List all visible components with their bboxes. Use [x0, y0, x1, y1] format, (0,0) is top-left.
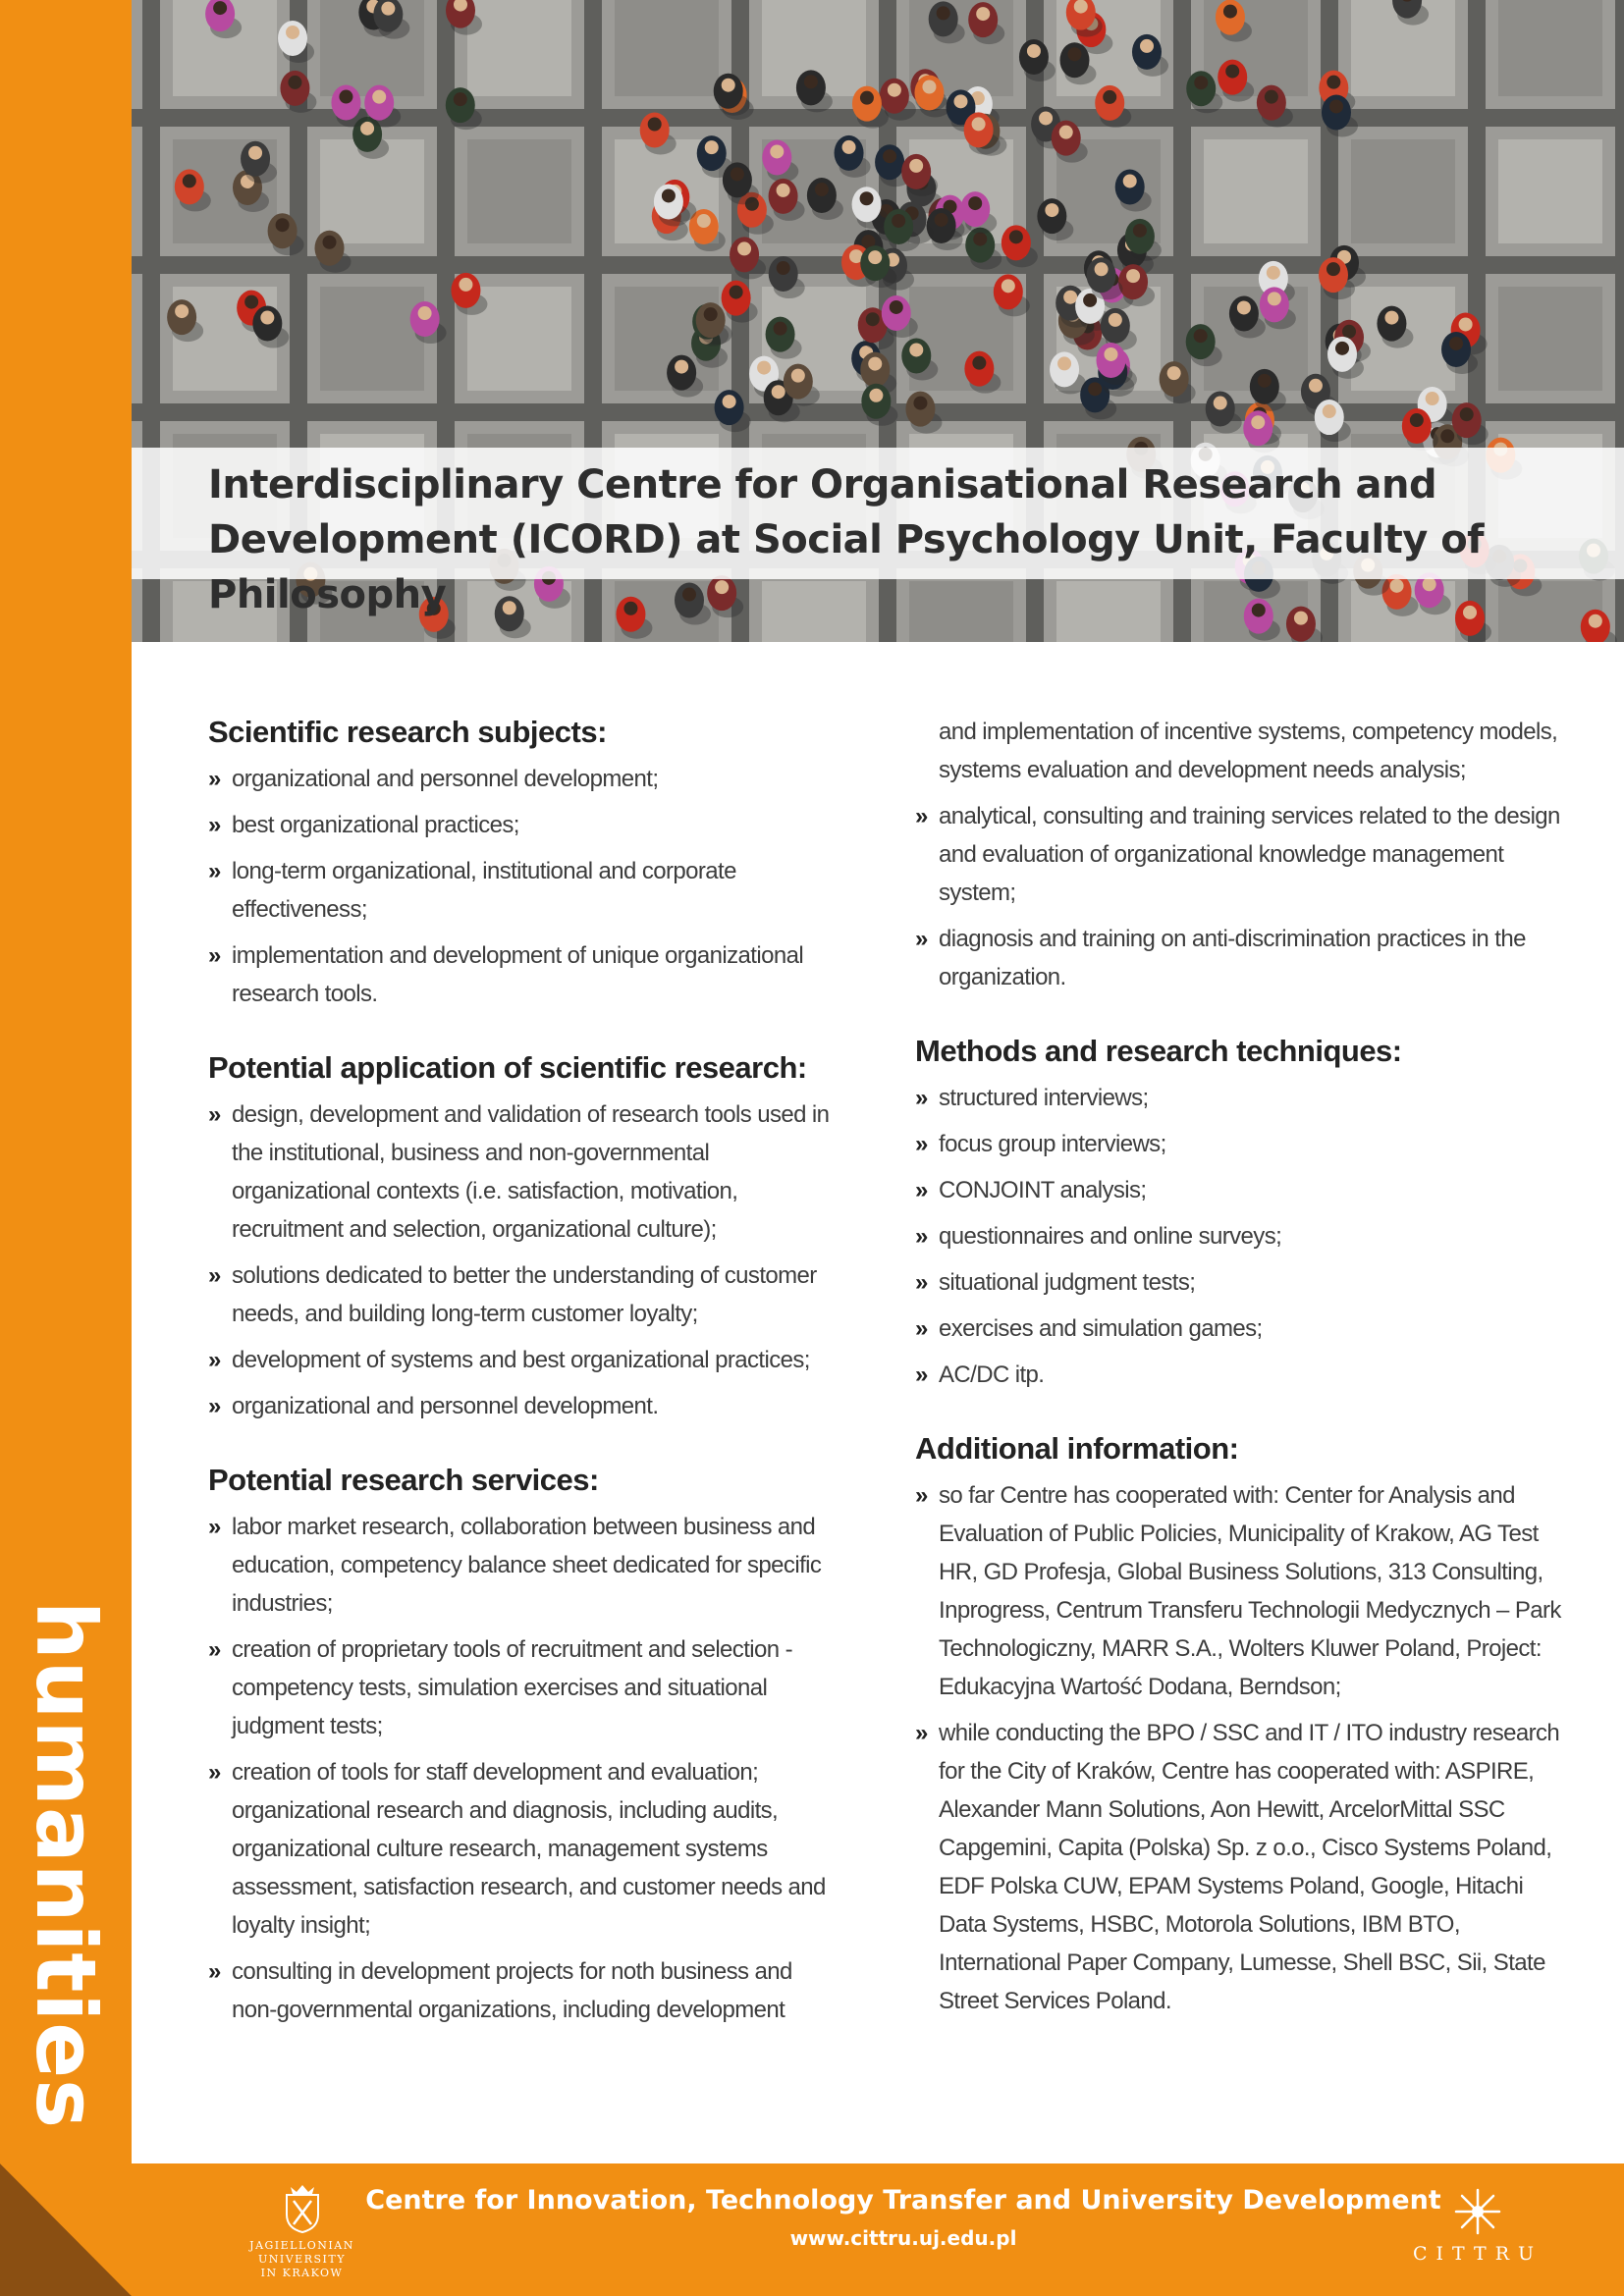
list-item-text: best organizational practices; [232, 812, 519, 838]
side-label-humanities: humanities [18, 1600, 114, 2130]
right-column [915, 717, 1563, 2054]
bullet-marker: » [915, 1131, 928, 1157]
content-section [915, 1427, 1563, 2020]
list-item [915, 1125, 1563, 1163]
cittru-wordmark: CITTRU [1412, 2243, 1543, 2265]
bullet-marker: » [208, 1393, 221, 1419]
list-item [208, 1256, 837, 1333]
bullet-list [915, 1079, 1563, 1394]
star-burst-icon [1453, 2187, 1502, 2236]
list-item [208, 1095, 837, 1249]
list-item-text: structured interviews; [939, 1085, 1149, 1111]
bullet-list [208, 760, 837, 1013]
list-item [208, 1508, 837, 1623]
bullet-marker: » [915, 1362, 928, 1388]
list-item-text: solutions dedicated to better the understanding of customer needs, and building long-term customer loyalty; [232, 1262, 817, 1327]
bullet-marker: » [915, 1315, 928, 1342]
bullet-marker: » [208, 942, 221, 969]
list-item [915, 1171, 1563, 1209]
uj-name-line2: IN KRAKOW [260, 2267, 344, 2279]
left-column [208, 711, 837, 2062]
footer-title: Centre for Innovation, Technology Transfer and University Development [365, 2185, 1441, 2216]
list-item-text: development of systems and best organizational practices; [232, 1347, 810, 1373]
list-item-text: labor market research, collaboration between business and education, competency balance sheet dedicated for specific industries; [232, 1514, 822, 1617]
list-item [208, 1387, 837, 1425]
list-item-text: AC/DC itp. [939, 1362, 1045, 1388]
bullet-marker: » [915, 1085, 928, 1111]
bullet-marker: » [208, 1347, 221, 1373]
list-item-text: questionnaires and online surveys; [939, 1223, 1282, 1250]
section-heading: Scientific research subjects: [208, 715, 607, 749]
list-item [915, 1714, 1563, 2020]
section-heading: Methods and research techniques: [915, 1034, 1402, 1068]
bullet-marker: » [915, 1269, 928, 1296]
list-item-text: focus group interviews; [939, 1131, 1166, 1157]
list-item [208, 852, 837, 929]
list-item-text: creation of proprietary tools of recruitment and selection - competency tests, simulation exercises and situational judgment tests; [232, 1636, 792, 1739]
bullet-marker: » [208, 1101, 221, 1128]
list-item-text: analytical, consulting and training services related to the design and evaluation of organizational knowledge management system; [939, 803, 1560, 906]
list-item [208, 1630, 837, 1745]
list-item [208, 1952, 837, 2029]
continued-list [915, 797, 1563, 996]
uj-name-line1: JAGIELLONIAN UNIVERSITY [249, 2239, 354, 2266]
list-item-text: consulting in development projects for noth business and non-governmental organizations, including development [232, 1958, 792, 2023]
continued-text: and implementation of incentive systems, competency models, systems evaluation and development needs analysis; [939, 719, 1558, 783]
list-item-text: creation of tools for staff development and evaluation; organizational research and diagnosis, including audits, organizational culture research, management systems assessment, satisfaction research, and customer needs and loyalty insight; [232, 1759, 826, 1939]
bullet-marker: » [208, 1958, 221, 1985]
list-item [208, 1341, 837, 1379]
list-item-text: exercises and simulation games; [939, 1315, 1263, 1342]
bullet-marker: » [208, 812, 221, 838]
bullet-marker: » [915, 1177, 928, 1203]
page-title: Interdisciplinary Centre for Organisational Research and Development (ICORD) at Social Psychology Unit, Faculty of Philosophy [208, 462, 1485, 617]
bullet-list [208, 1508, 837, 2029]
list-item-text: organizational and personnel development; [232, 766, 659, 792]
list-item [208, 760, 837, 798]
list-item-text: so far Centre has cooperated with: Center for Analysis and Evaluation of Public Policies, Municipality of Krakow, AG Test HR, GD Profesja, Global Business Solutions, 313 Consulting, Inprogress, Centrum Transferu Technologii Medycznych – Park Technologiczny, MARR S.A., Wolters Kluwer Poland, Project: Edukacyjna Wartość Dodana, Berndson; [939, 1482, 1561, 1700]
list-item-text: situational judgment tests; [939, 1269, 1196, 1296]
section-heading: Potential research services: [208, 1463, 599, 1497]
list-item-text: long-term organizational, institutional and corporate effectiveness; [232, 858, 736, 923]
list-item [208, 1753, 837, 1945]
section-heading: Potential application of scientific research: [208, 1050, 807, 1085]
footer [0, 2163, 1624, 2296]
bullet-marker: » [915, 803, 928, 829]
content-section [915, 1030, 1563, 1394]
list-item [915, 1476, 1563, 1706]
bullet-marker: » [208, 1514, 221, 1540]
list-item [915, 1309, 1563, 1348]
bullet-marker: » [208, 1262, 221, 1289]
bullet-marker: » [915, 926, 928, 952]
list-item [915, 1356, 1563, 1394]
bullet-marker: » [208, 766, 221, 792]
list-item-text: design, development and validation of research tools used in the institutional, business and non-governmental organizational contexts (i.e. satisfaction, motivation, recruitment and selection, organizational culture); [232, 1101, 830, 1243]
bullet-marker: » [915, 1482, 928, 1509]
bullet-list [915, 1476, 1563, 2020]
content-section [208, 1046, 837, 1425]
list-item [208, 936, 837, 1013]
section-heading: Additional information: [915, 1431, 1239, 1466]
list-item [915, 797, 1563, 912]
list-item-text: CONJOINT analysis; [939, 1177, 1147, 1203]
list-item [915, 1217, 1563, 1255]
bullet-marker: » [208, 1636, 221, 1663]
list-item [915, 1263, 1563, 1302]
list-item [915, 1079, 1563, 1117]
cittru-logo [1404, 2187, 1551, 2265]
list-item-text: while conducting the BPO / SSC and IT / ITO industry research for the City of Kraków, Centre has cooperated with: ASPIRE, Alexander Mann Solutions, Aon Hewitt, ArcelorMittal SSC Capgemini, Capita (Polska) Sp. z o.o., Cisco Systems Poland, EDF Polska CUW, EPAM Systems Poland, Google, Hitachi Data Systems, HSBC, Motorola Solutions, IBM BTO, International Paper Company, Lumesse, Shell BSC, Sii, State Street Services Poland. [939, 1720, 1560, 2014]
bullet-marker: » [915, 1720, 928, 1746]
list-item-text: implementation and development of unique organizational research tools. [232, 942, 804, 1007]
side-band [0, 0, 132, 2296]
list-item [915, 920, 1563, 996]
footer-url[interactable]: www.cittru.uj.edu.pl [789, 2226, 1017, 2250]
bullet-list [208, 1095, 837, 1425]
list-item [208, 806, 837, 844]
bullet-marker: » [915, 1223, 928, 1250]
list-item-text: organizational and personnel development. [232, 1393, 659, 1419]
content-section [208, 711, 837, 1013]
list-item-text: diagnosis and training on anti-discrimination practices in the organization. [939, 926, 1526, 990]
content-section [208, 1459, 837, 2029]
bullet-marker: » [208, 858, 221, 884]
bullet-marker: » [208, 1759, 221, 1786]
